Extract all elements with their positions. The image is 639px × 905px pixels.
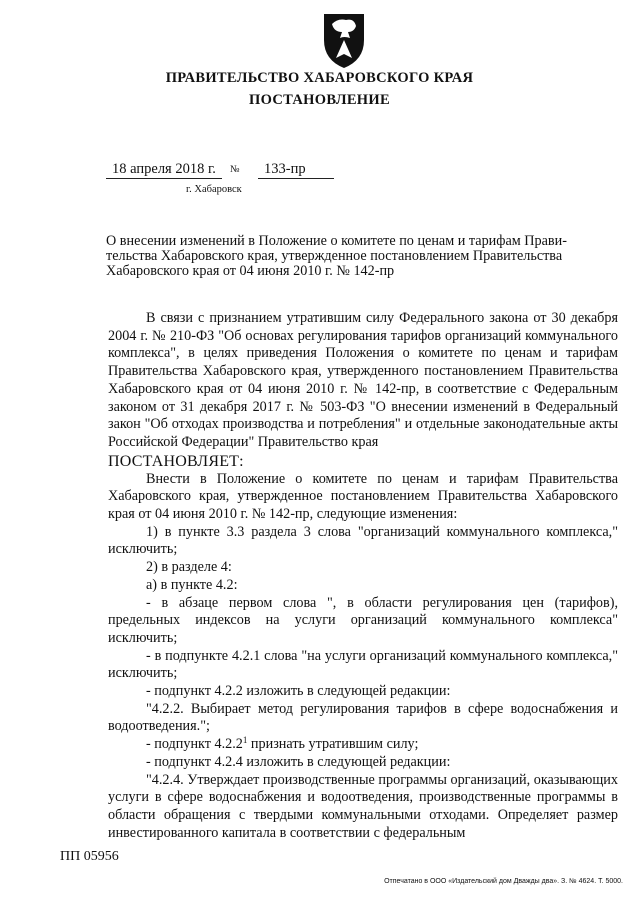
document-type: ПОСТАНОВЛЕНИЕ xyxy=(249,92,390,108)
paragraph: "4.2.4. Утверждает производственные программы организаций, оказывающих услуги в сфере водоснабжения и водоотведения, производственные программы в области обращения с твердыми коммунальными отходами. Определяет размер инвестированного капитала в соответствии с федеральным xyxy=(108,771,618,841)
number-underline xyxy=(258,178,334,179)
paragraph-text: - подпункт 4.2.2 xyxy=(146,736,243,753)
paragraph: - подпункт 4.2.4 изложить в следующей редакции: xyxy=(146,753,451,770)
paragraph: "4.2.2. Выбирает метод регулирования тарифов в сфере водоснабжения и водоотведения."; xyxy=(108,700,618,735)
title-line: О внесении изменений в Положение о комитете по ценам и тарифам Прави- xyxy=(106,233,567,249)
decree-heading: ПОСТАНОВЛЯЕТ: xyxy=(108,452,244,470)
paragraph-text: признать утратившим силу; xyxy=(247,736,419,753)
paragraph: - подпункт 4.2.2 изложить в следующей редакции: xyxy=(146,683,451,700)
paragraph: - в абзаце первом слова ", в области регулирования цен (тарифов), предельных индексов на услуги организаций коммунального комплекса" исключить; xyxy=(108,594,618,646)
paragraph: а) в пункте 4.2: xyxy=(146,576,238,593)
document-date: 18 апреля 2018 г. xyxy=(112,161,216,177)
document-city: г. Хабаровск xyxy=(186,184,242,195)
government-title: ПРАВИТЕЛЬСТВО ХАБАРОВСКОГО КРАЯ xyxy=(165,70,474,86)
title-line: Хабаровского края от 04 июня 2010 г. № 142-пр xyxy=(106,263,395,279)
paragraph xyxy=(108,736,618,754)
number-sign: № xyxy=(230,164,240,175)
intro-paragraph: В связи с признанием утратившим силу Федерального закона от 30 декабря 2004 г. № 210-ФЗ "Об основах регулирования тарифов организаций коммунального комплекса", в целях приведения Положения о комитете по ценам и тарифам Правительства Хабаровского края, утвержденного постановлением Правительства Хабаровского края от 04 июня 2010 г. № 142-пр, в соответствие с Федеральным законом от 31 декабря 2017 г. № 503-ФЗ "О внесении изменений в Федеральный закон "Об отходах производства и потребления" и отдельные законодательные акты Российской Федерации" Правительство края xyxy=(108,310,618,450)
document-code: ПП 05956 xyxy=(60,849,119,864)
paragraph: Внести в Положение о комитете по ценам и тарифам Правительства Хабаровского края, утвержденное постановлением Правительства Хабаровского края от 04 июня 2010 г. № 142-пр, следующие изменения: xyxy=(108,470,618,523)
title-line: тельства Хабаровского края, утвержденное постановлением Правительства xyxy=(106,248,563,264)
superscript: 1 xyxy=(242,735,248,746)
paragraph: - в подпункте 4.2.1 слова "на услуги организаций коммунального комплекса," исключить; xyxy=(108,647,618,682)
document-body xyxy=(108,310,618,842)
document-number: 133-пр xyxy=(264,161,306,177)
document-subject xyxy=(106,234,622,279)
date-underline xyxy=(106,178,222,179)
coat-of-arms-emblem xyxy=(320,10,368,70)
paragraph: 1) в пункте 3.3 раздела 3 слова "организаций коммунального комплекса," исключить; xyxy=(108,523,618,558)
printer-imprint: Отпечатано в ООО «Издательский дом Дважды два». З. № 4624. Т. 5000. xyxy=(384,878,623,885)
paragraph: 2) в разделе 4: xyxy=(146,559,232,576)
